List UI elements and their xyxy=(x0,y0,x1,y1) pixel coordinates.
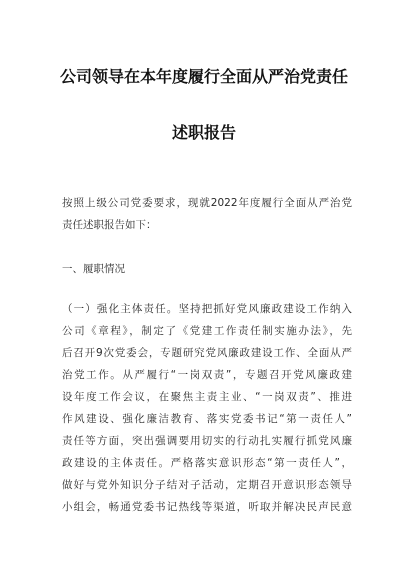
section-heading xyxy=(62,258,352,280)
paragraph-line: 政建设的主体责任。严格落实意识形态“第一责任人”， xyxy=(62,457,352,469)
section-heading-text: 一、履职情况 xyxy=(62,263,125,275)
intro-paragraph xyxy=(62,192,352,236)
paragraph-line: 设年度工作会议，在聚焦主责主业、“一岗双责”、推进 xyxy=(62,391,352,403)
paragraph-line: 治党工作。从严履行“一岗双责”，专题召开党风廉政建 xyxy=(62,369,352,381)
document-subtitle: 述职报告 xyxy=(171,123,236,142)
paragraph-line: 责任等方面，突出强调要用切实的行动扎实履行抓党风廉 xyxy=(62,435,352,447)
intro-line: 按照上级公司党委要求，现就2022年度履行全面从严治党 xyxy=(62,197,352,209)
paragraph-line: （一）强化主体责任。坚持把抓好党风廉政建设工作纳入 xyxy=(62,303,352,315)
paragraph-line: 做好与党外知识分子结对子活动，定期召开意识形态领导 xyxy=(62,479,352,491)
paragraph-line: 作风建设、强化廉洁教育、落实党委书记“第一责任人” xyxy=(62,413,352,425)
body-paragraph xyxy=(62,298,352,518)
paragraph-line: 小组会，畅通党委书记热线等渠道，听取并解决民声民意 xyxy=(62,501,352,513)
document-title: 公司领导在本年度履行全面从严治党责任 xyxy=(59,67,348,86)
paragraph-line: 后召开9次党委会，专题研究党风廉政建设工作、全面从严 xyxy=(62,347,352,359)
intro-line: 责任述职报告如下： xyxy=(62,219,157,231)
paragraph-line: 公司《章程》，制定了《党建工作责任制实施办法》，先 xyxy=(62,325,352,337)
